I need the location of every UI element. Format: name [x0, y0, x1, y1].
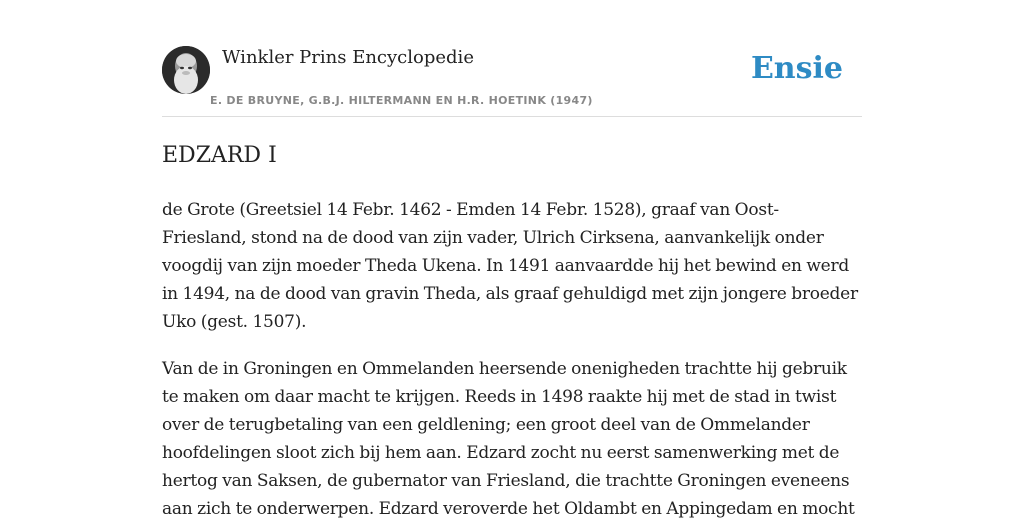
- page-container: [162, 0, 862, 523]
- portrait-svg: [162, 46, 210, 94]
- article-paragraph-2: Van de in Groningen en Ommelanden heersende onenigheden trachtte hij gebruik te maken om daar macht te krijgen. Reeds in 1498 raakte hij met de stad in twist over de terugbetaling van een geldlening; een groot deel van de Ommelander hoofdelingen sloot zich bij hem aan. Edzard zocht nu eerst samenwerking met de hertog van Saksen, de gubernator van Friesland, die trachtte Groningen eveneens aan zich te onderwerpen. Edzard veroverde het Oldambt en Appingedam en mocht: [162, 359, 855, 519]
- article-paragraph-1: de Grote (Greetsiel 14 Febr. 1462 - Emden 14 Febr. 1528), graaf van Oost-Friesland, stond na de dood van zijn vader, Ulrich Cirksena, aanvankelijk onder voogdij van zijn moeder Theda Ukena. In 1491 aanvaardde hij het bewind en werd in 1494, na de dood van gravin Theda, als graaf gehuldigd met zijn jongere broeder Uko (gest. 1507).: [162, 200, 858, 332]
- source-title[interactable]: Winkler Prins Encyclopedie: [222, 47, 474, 68]
- brand-logo[interactable]: Ensie: [750, 51, 843, 86]
- authors-line: E. DE BRUYNE, G.B.J. HILTERMANN EN H.R. HOETINK (1947): [210, 94, 593, 107]
- article-title: EDZARD I: [162, 143, 277, 168]
- portrait-avatar-icon[interactable]: [162, 46, 210, 94]
- source-header: [162, 0, 862, 117]
